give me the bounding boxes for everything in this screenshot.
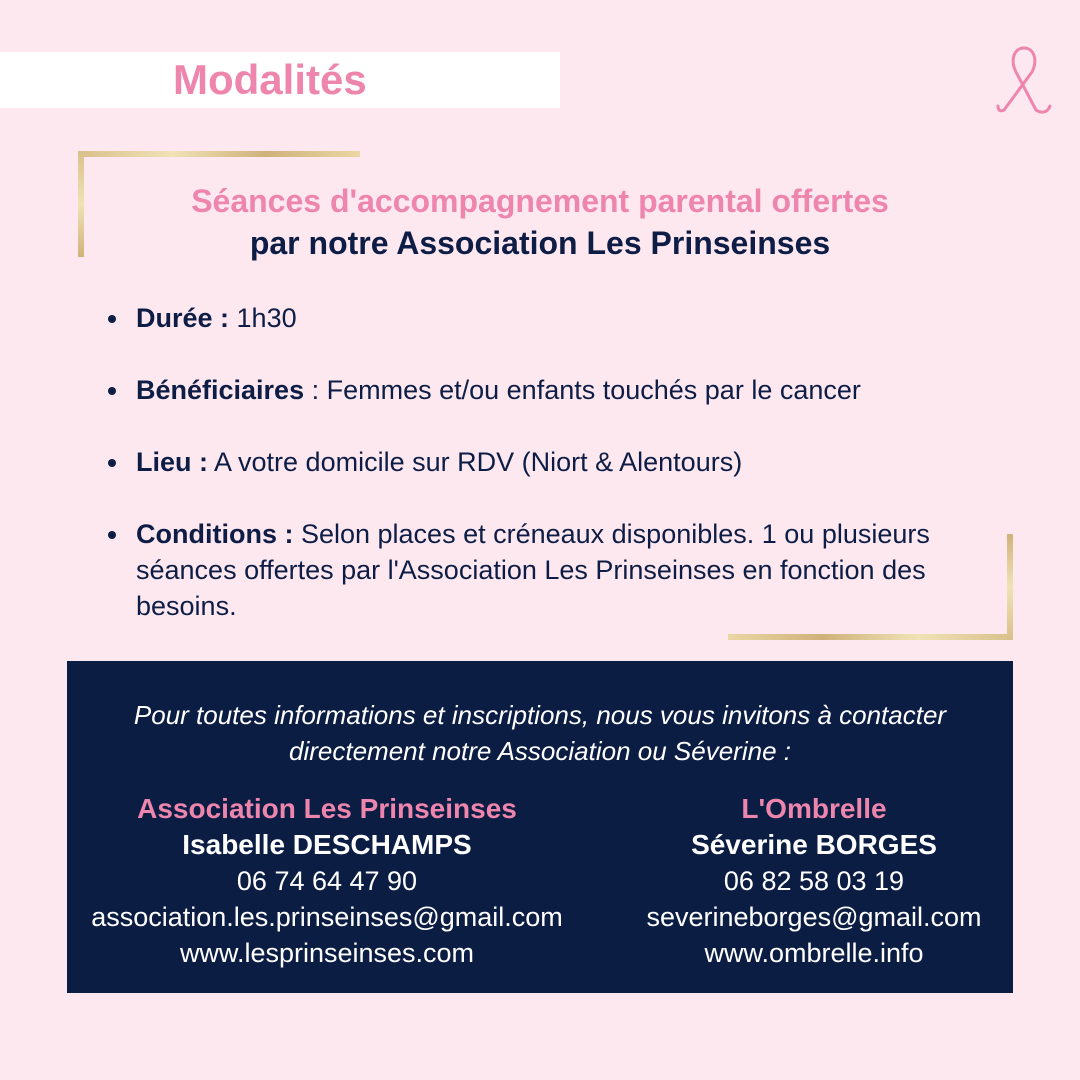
item-text: 1h30 bbox=[229, 303, 297, 333]
contact-person-name: Isabelle DESCHAMPS bbox=[182, 829, 472, 860]
contact-ombrelle bbox=[627, 791, 1001, 971]
item-text: A votre domicile sur RDV (Niort & Alentours) bbox=[208, 447, 743, 477]
main-heading bbox=[90, 180, 990, 264]
list-item-lieu bbox=[104, 444, 984, 480]
item-label: Durée : bbox=[136, 303, 230, 333]
item-label: Bénéficiaires bbox=[136, 375, 305, 405]
contact-phone: 06 74 64 47 90 bbox=[236, 866, 418, 896]
contact-intro-line-1: Pour toutes informations et inscriptions, nous vous invitons à contacter bbox=[133, 700, 947, 730]
item-text: : Femmes et/ou enfants touchés par le cancer bbox=[304, 375, 861, 405]
list-item-duree bbox=[104, 300, 984, 336]
contact-person-name: Séverine BORGES bbox=[691, 829, 937, 860]
page-title: Modalités bbox=[173, 56, 367, 103]
details-list bbox=[104, 300, 984, 660]
item-label: Conditions : bbox=[136, 519, 294, 549]
item-label: Lieu : bbox=[136, 447, 208, 477]
item-text: Selon places et créneaux disponibles. 1 ou plusieurs séances offertes par l'Association Les Prinseinses en fonction des besoins. bbox=[136, 519, 930, 621]
pink-ribbon-icon bbox=[994, 40, 1054, 116]
list-item-conditions bbox=[104, 516, 984, 624]
gold-frame-top-left-vertical bbox=[78, 151, 84, 257]
heading-line-2: par notre Association Les Prinseinses bbox=[249, 225, 831, 261]
contact-box bbox=[67, 661, 1013, 993]
contact-intro bbox=[67, 697, 1013, 769]
contact-org-name: Association Les Prinseinses bbox=[137, 793, 517, 824]
contact-association bbox=[67, 791, 587, 971]
gold-frame-bottom-right-vertical bbox=[1007, 534, 1013, 640]
list-item-beneficiaires bbox=[104, 372, 984, 408]
contact-org-name: L'Ombrelle bbox=[741, 793, 887, 824]
gold-frame-top-left-horizontal bbox=[78, 151, 360, 157]
contact-email-link[interactable]: severineborges@gmail.com bbox=[646, 902, 982, 932]
contact-website-link[interactable]: www.ombrelle.info bbox=[704, 938, 924, 968]
contact-intro-line-2: directement notre Association ou Séverine : bbox=[289, 736, 791, 766]
heading-line-1: Séances d'accompagnement parental offertes bbox=[191, 183, 889, 219]
contact-website-link[interactable]: www.lesprinseinses.com bbox=[179, 938, 475, 968]
title-band bbox=[0, 52, 560, 108]
contact-phone: 06 82 58 03 19 bbox=[723, 866, 905, 896]
contact-email-link[interactable]: association.les.prinseinses@gmail.com bbox=[91, 902, 563, 932]
